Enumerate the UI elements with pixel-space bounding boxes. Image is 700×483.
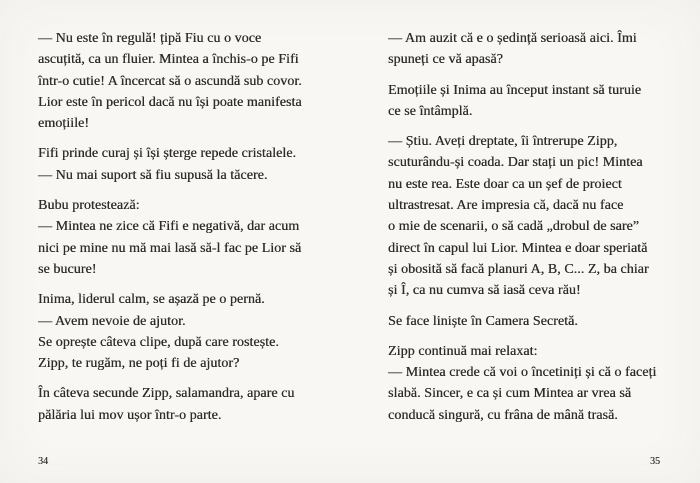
text-line: Emoțiile și Inima au început instant să turuie: [388, 82, 642, 98]
paragraph: [38, 195, 318, 280]
text-line: ce se întâmplă.: [388, 103, 473, 119]
text-line: spuneți ce vă apasă?: [388, 52, 503, 68]
paragraph: [38, 28, 318, 134]
text-line: Se face liniște în Camera Secretă.: [388, 313, 578, 329]
paragraph: [388, 80, 668, 123]
text-line: nu este rea. Este doar ca un șef de proiect: [388, 176, 622, 192]
text-line: Zipp continuă mai relaxat:: [388, 343, 538, 359]
paragraph: [38, 143, 318, 186]
paragraph: [38, 289, 318, 374]
text-line: într-o cutie! A încercat să o ascundă sub covor.: [38, 73, 302, 89]
text-line: Bubu protestează:: [38, 198, 140, 214]
text-line: — Mintea ne zice că Fifi e negativă, dar acum: [38, 219, 300, 235]
text-line: pălăria lui mov ușor într-o parte.: [38, 407, 222, 423]
text-line: În câteva secunde Zipp, salamandra, apare cu: [38, 386, 295, 402]
paragraph: [38, 383, 318, 426]
text-line: Zipp, te rugăm, ne poți fi de ajutor?: [38, 356, 240, 372]
text-line: direct în capul lui Lior. Mintea e doar speriată: [388, 240, 648, 256]
text-line: Se oprește câteva clipe, după care rostește.: [38, 334, 279, 350]
text-line: Inima, liderul calm, se așază pe o pernă.: [38, 292, 265, 308]
text-line: — Am auzit că e o ședință serioasă aici. Îmi: [388, 31, 637, 46]
right-page-text-column: [388, 28, 668, 435]
left-page-number: 34: [38, 456, 48, 467]
text-line: — Nu mai suport să fiu supusă la tăcere.: [38, 167, 268, 183]
text-line: ultrastresat. Are impresia că, dacă nu face: [388, 198, 624, 214]
text-line: Fifi prinde curaj și își șterge repede cristalele.: [38, 146, 297, 162]
text-line: — Avem nevoie de ajutor.: [38, 313, 186, 329]
text-line: — Mintea crede că voi o încetiniți și că o faceți: [388, 365, 657, 381]
text-line: slabă. Sincer, e ca și cum Mintea ar vrea să: [388, 386, 632, 402]
text-line: — Știu. Aveți dreptate, îi întrerupe Zipp,: [388, 134, 618, 150]
text-line: se bucure!: [38, 261, 97, 277]
text-line: și Î, ca nu cumva să iasă ceva rău!: [388, 283, 581, 299]
text-line: ascuțită, ca un fluier. Mintea a închis-o pe Fifi: [38, 52, 299, 68]
paragraph: [388, 311, 668, 332]
right-page-number: 35: [650, 456, 660, 467]
text-line: — Nu este în regulă! țipă Fiu cu o voce: [38, 31, 262, 46]
paragraph: [388, 341, 668, 426]
left-page-text-column: [38, 28, 318, 435]
paragraph: [388, 131, 668, 301]
text-line: și obosită să facă planuri A, B, C... Z, ba chiar: [388, 261, 649, 277]
text-line: Lior este în pericol dacă nu își poate manifesta: [38, 94, 302, 110]
text-line: scuturându-și coada. Dar stați un pic! Mintea: [388, 155, 643, 171]
text-line: o mie de scenarii, o să cadă „drobul de sare”: [388, 219, 640, 235]
text-line: nici pe mine nu mă mai lasă să-l fac pe Lior să: [38, 240, 302, 256]
text-line: emoțiile!: [38, 116, 89, 132]
paragraph: [388, 28, 668, 71]
text-line: conducă singură, cu frâna de mână trasă.: [388, 407, 618, 423]
